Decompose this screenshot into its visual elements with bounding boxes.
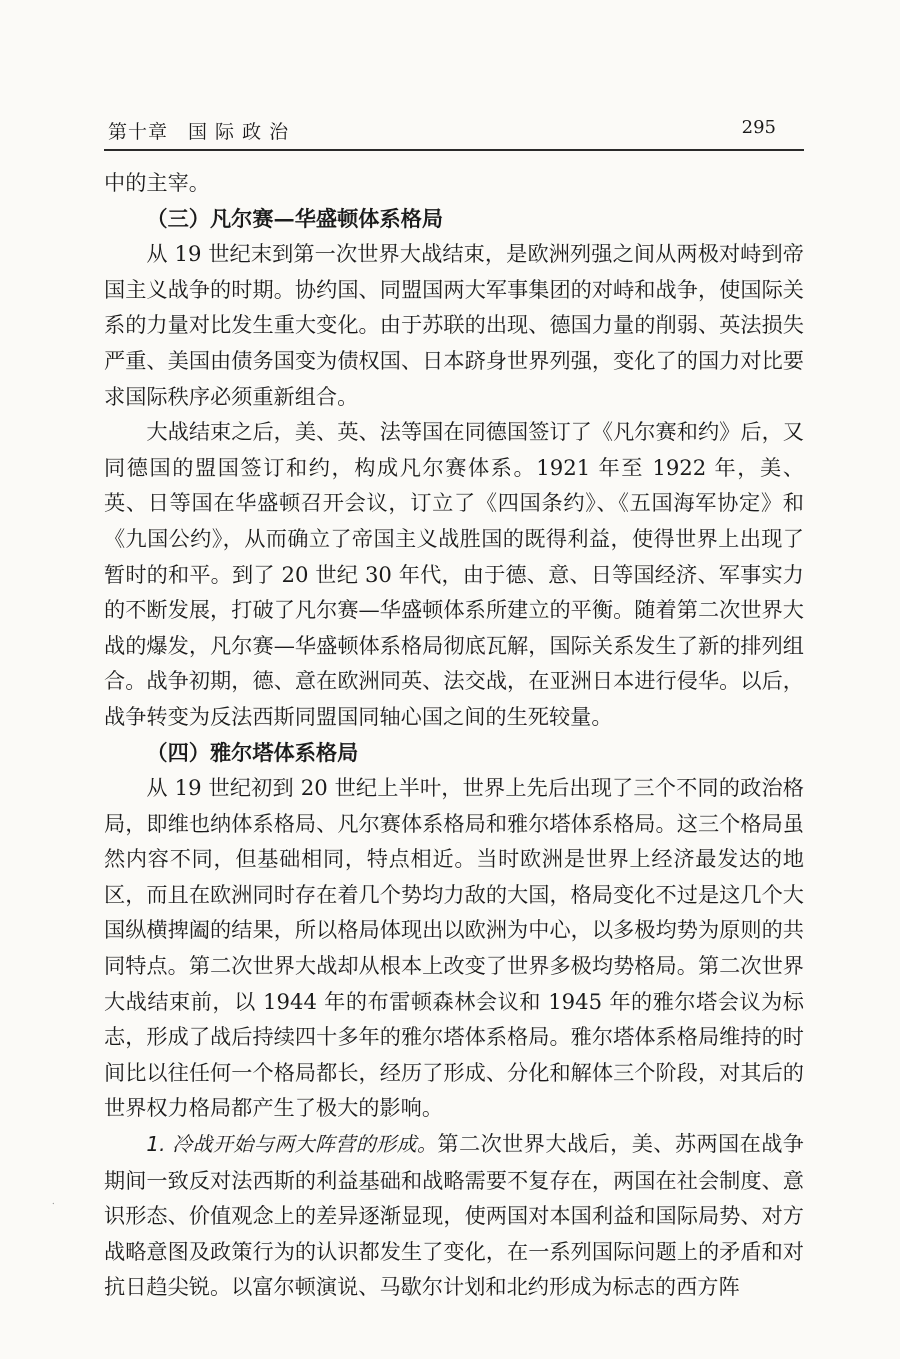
list-item-lead: 1. 冷战开始与两大阵营的形成。 xyxy=(146,1132,438,1157)
list-item xyxy=(104,1126,804,1305)
paragraph: 中的主宰。 xyxy=(104,170,210,195)
paragraph: 从 19 世纪初到 20 世纪上半叶，世界上先后出现了三个不同的政治格局，即维也纳体系格局、凡尔赛体系格局和雅尔塔体系格局。这三个格局虽然内容不同，但基础相同，特点相近。当时欧洲是世界上经济最发达的地区，而且在欧洲同时存在着几个势均力敌的大国，格局变化不过是这几个大国纵横捭阖的结果，所以格局体现出以欧洲为中心，以多极均势为原则的共同特点。第二次世界大战却从根本上改变了世界多极均势格局。第二次世界大战结束前，以 1944 年的布雷顿森林会议和 1945 年的雅尔塔会议为标志，形成了战后持续四十多年的雅尔塔体系格局。雅尔塔体系格局维持的时间比以往任何一个格局都长，经历了形成、分化和解体三个阶段，对其后的世界权力格局都产生了极大的影响。 xyxy=(104,775,804,1121)
paragraph: 大战结束之后，美、英、法等国在同德国签订了《凡尔赛和约》后，又同德国的盟国签订和约，构成凡尔赛体系。1921 年至 1922 年，美、英、日等国在华盛顿召开会议，订立了《四国条约》、《五国海军协定》和《九国公约》，从而确立了帝国主义战胜国的既得利益，使得世界上出现了暂时的和平。到了 20 世纪 30 年代，由于德、意、日等国经济、军事实力的不断发展，打破了凡尔赛—华盛顿体系所建立的平衡。随着第二次世界大战的爆发，凡尔赛—华盛顿体系格局彻底瓦解，国际关系发生了新的排列组合。战争初期，德、意在欧洲同英、法交战，在亚洲日本进行侵华。以后，战争转变为反法西斯同盟国同轴心国之间的生死较量。 xyxy=(104,419,805,729)
section-heading: （三）凡尔赛—华盛顿体系格局 xyxy=(146,205,444,231)
paragraph: 从 19 世纪末到第一次世界大战结束，是欧洲列强之间从两极对峙到帝国主义战争的时期。协约国、同盟国两大军事集团的对峙和战争，使国际关系的力量对比发生重大变化。由于苏联的出现、德国力量的削弱、英法损失严重、美国由债务国变为债权国、日本跻身世界列强，变化了的国力对比要求国际秩序必须重新组合。 xyxy=(104,241,804,409)
running-header xyxy=(104,117,804,151)
body-text xyxy=(104,165,804,1305)
scan-speck: ⸱ xyxy=(52,1199,55,1210)
section-heading: （四）雅尔塔体系格局 xyxy=(146,739,359,765)
chapter-title: 第十章 国 际 政 治 xyxy=(108,121,290,143)
page-number: 295 xyxy=(741,117,776,138)
list-item-text: 第二次世界大战后，美、苏两国在战争期间一致反对法西斯的利益基础和战略需要不复存在，两国在社会制度、意识形态、价值观念上的差异逐渐显现，使两国对本国利益和国际局势、对方战略意图及政策行为的认识都发生了变化，在一系列国际问题上的矛盾和对抗日趋尖锐。以富尔顿演说、马歇尔计划和北约形成为标志的西方阵 xyxy=(104,1131,804,1300)
